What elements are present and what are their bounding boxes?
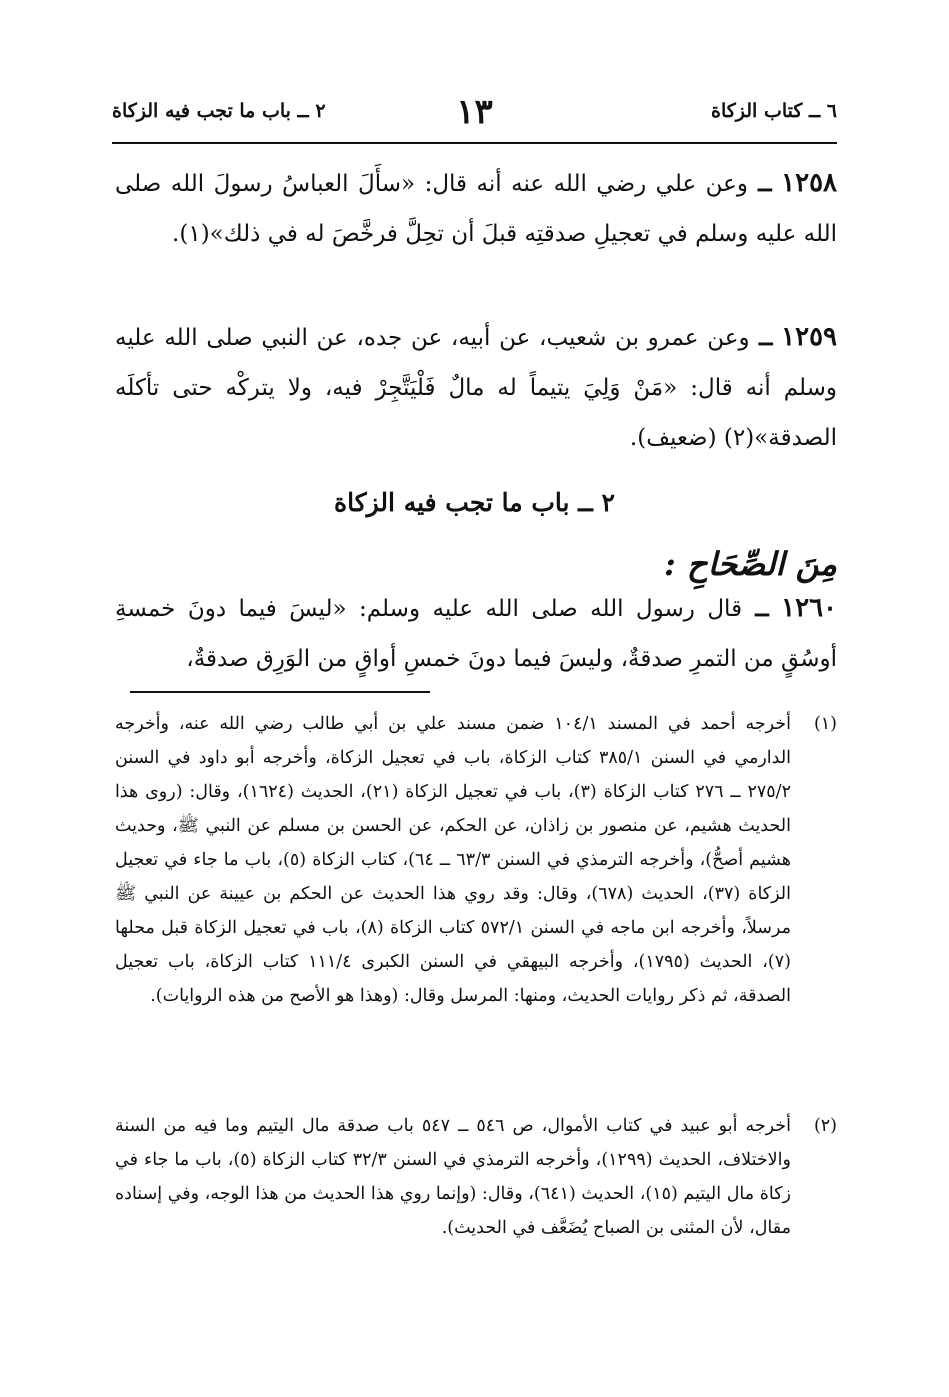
- footnote-marker: (١): [813, 714, 837, 734]
- hadith-number: ١٢٥٩: [781, 322, 838, 352]
- hadith-text: قال رسول الله صلى الله عليه وسلم: «ليسَ فيما دونَ خمسةِ أوسُقٍ من التمرِ صدقةٌ، وليسَ فيما دونَ خمسِ أواقٍ من الوَرِق صدقةٌ،: [115, 596, 837, 672]
- hadith-number: ١٢٥٨: [781, 168, 838, 198]
- hadith-paragraph-1259: [115, 312, 837, 463]
- footnote-marker: (٢): [813, 1116, 837, 1136]
- footnote-text: أخرجه أحمد في المسند ١٠٤/١ ضمن مسند علي بن أبي طالب رضي الله عنه، وأخرجه الدارمي في السنن ٣٨٥/١ كتاب الزكاة، باب في تعجيل الزكاة، وأخرجه أبو داود في السنن ٢٧٥/٢ ــ ٢٧٦ كتاب الزكاة (٣)، باب في تعجيل الزكاة (٢١)، الحديث (١٦٢٤)، وقال: (روى هذا الحديث هشيم، عن منصور بن زاذان، عن الحكم، عن الحسن بن مسلم عن النبي ﷺ، وحديث هشيم أصحُّ)، وأخرجه الترمذي في السنن ٦٣/٣ ــ ٦٤)، كتاب الزكاة (٥)، باب ما جاء في تعجيل الزكاة (٣٧)، الحديث (٦٧٨)، وقال: وقد روي هذا الحديث عن الحكم بن عيينة عن النبي ﷺ مرسلاً، وأخرجه ابن ماجه في السنن ٥٧٢/١ كتاب الزكاة (٨)، باب في تعجيل الزكاة قبل محلها (٧)، الحديث (١٧٩٥)، وأخرجه البيهقي في السنن الكبرى ١١١/٤ كتاب الزكاة، باب تعجيل الصدقة، ثم ذكر روايات الحديث، ومنها: المرسل وقال: (وهذا هو الأصح من هذه الروايات).: [115, 714, 792, 1006]
- number-dash: ــ: [742, 595, 769, 622]
- chapter-heading: ٢ ــ باب ما تجب فيه الزكاة: [334, 488, 615, 517]
- footnote-1: [115, 707, 837, 1013]
- running-header: [112, 92, 837, 144]
- number-dash: ــ: [748, 170, 772, 197]
- page-number: ١٣: [456, 92, 493, 132]
- section-label: مِنَ الصِّحَاحِ :: [663, 545, 837, 583]
- footnote-text: أخرجه أبو عبيد في كتاب الأموال، ص ٥٤٦ ــ ٥٤٧ باب صدقة مال اليتيم وما فيه من السنة والاختلاف، الحديث (١٢٩٩)، وأخرجه الترمذي في السنن ٣٢/٣ كتاب الزكاة (٥)، باب ما جاء في زكاة مال اليتيم (١٥)، الحديث (٦٤١)، وقال: (وإنما روي هذا الحديث من هذا الوجه، وفي إسناده مقال، لأن المثنى بن الصباح يُضَعَّف في الحديث).: [115, 1116, 791, 1238]
- header-chapter-title: ٢ ــ باب ما تجب فيه الزكاة: [112, 100, 326, 122]
- hadith-paragraph-1258: [115, 158, 837, 259]
- number-dash: ــ: [749, 324, 773, 351]
- header-book-title: ٦ ــ كتاب الزكاة: [711, 100, 837, 122]
- footnote-separator: [130, 691, 430, 693]
- footnote-2: [115, 1109, 837, 1245]
- hadith-text: وعن علي رضي الله عنه أنه قال: «سأَلَ العباسُ رسولَ الله صلى الله عليه وسلم في تعجيلِ صدقتِه قبلَ أن تحِلَّ فرخَّصَ له في ذلك»(١).: [115, 171, 837, 247]
- hadith-number: ١٢٦٠: [781, 593, 838, 623]
- hadith-text: وعن عمرو بن شعيب، عن أبيه، عن جده، عن النبي صلى الله عليه وسلم أنه قال: «مَنْ وَلِيَ يتيماً له مالٌ فَلْيَتَّجِرْ فيه، ولا يتركْه حتى تأكلَه الصدقة»(٢) (ضعيف).: [115, 325, 837, 451]
- hadith-paragraph-1260: [115, 583, 837, 684]
